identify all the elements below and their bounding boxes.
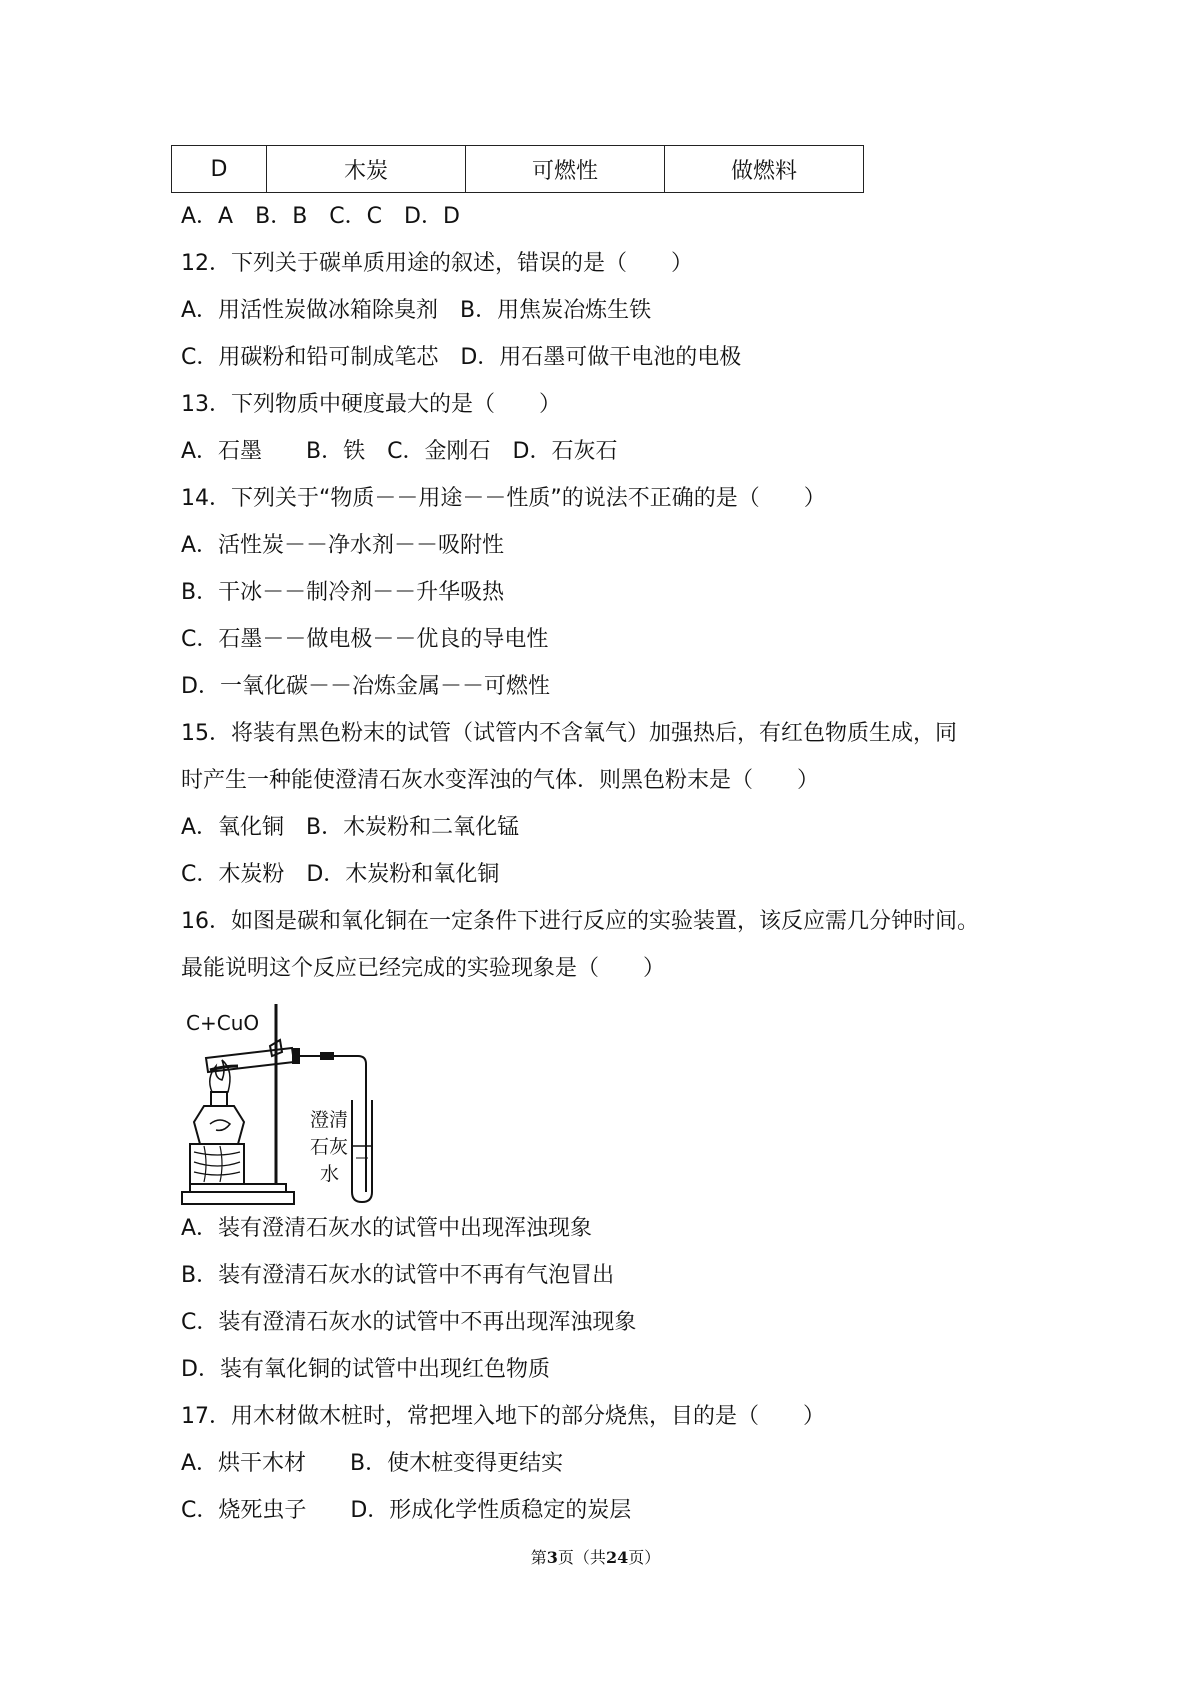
q17-options-ab: A．烘干木材 B．使木桩变得更结实 — [181, 1451, 564, 1476]
q12-options-ab: A．用活性炭做冰箱除臭剂 B．用焦炭冶炼生铁 — [181, 298, 652, 323]
question-15-line1: 15．将装有黑色粉末的试管（试管内不含氧气）加强热后，有红色物质生成，同 — [181, 721, 957, 746]
stopper — [292, 1048, 300, 1064]
apparatus-figure — [180, 996, 410, 1206]
stand-base-top — [190, 1184, 286, 1192]
table-cell: 做燃料 — [665, 146, 864, 193]
alcohol-lamp — [194, 1106, 244, 1144]
figure-label-limewater: 石灰 — [310, 1136, 349, 1158]
q13-options: A．石墨 B．铁 C．金刚石 D．石灰石 — [181, 439, 618, 464]
lamp-flame — [210, 1060, 230, 1092]
table-cell: D — [172, 146, 267, 193]
q16-option-d: D．装有氧化铜的试管中出现红色物质 — [181, 1357, 550, 1382]
question-17: 17．用木材做木桩时，常把埋入地下的部分烧焦，目的是（ ） — [181, 1404, 825, 1429]
page-footer — [0, 1545, 1191, 1568]
table-row — [172, 146, 864, 193]
table-cell: 木炭 — [267, 146, 466, 193]
q14-option-c: C．石墨－－做电极－－优良的导电性 — [181, 627, 549, 652]
answer-choices-q11: A．A B．B C．C D．D — [181, 204, 460, 229]
q16-option-c: C．装有澄清石灰水的试管中不再出现浑浊现象 — [181, 1310, 637, 1335]
footer-mid: 页（共 — [557, 1548, 606, 1567]
q17-options-cd: C．烧死虫子 D．形成化学性质稳定的炭层 — [181, 1498, 632, 1523]
q15-options-ab: A．氧化铜 B．木炭粉和二氧化锰 — [181, 815, 520, 840]
q15-options-cd: C．木炭粉 D．木炭粉和氧化铜 — [181, 862, 500, 887]
question-16-line1: 16．如图是碳和氧化铜在一定条件下进行反应的实验装置，该反应需几分钟时间。 — [181, 909, 979, 934]
figure-label-reactants: C+CuO — [186, 1011, 260, 1035]
q16-option-b: B．装有澄清石灰水的试管中不再有气泡冒出 — [181, 1263, 615, 1288]
q12-options-cd: C．用碳粉和铅可制成笔芯 D．用石墨可做干电池的电极 — [181, 345, 742, 370]
question-15-line2: 时产生一种能使澄清石灰水变浑浊的气体．则黑色粉末是（ ） — [181, 768, 820, 793]
footer-prefix: 第 — [530, 1548, 547, 1567]
question-14: 14．下列关于“物质－－用途－－性质”的说法不正确的是（ ） — [181, 486, 826, 511]
q16-option-a: A．装有澄清石灰水的试管中出现浑浊现象 — [181, 1216, 593, 1241]
q14-option-d: D．一氧化碳－－冶炼金属－－可燃性 — [181, 674, 550, 699]
table-cell: 可燃性 — [466, 146, 665, 193]
question-12: 12．下列关于碳单质用途的叙述，错误的是（ ） — [181, 251, 693, 276]
stand-base — [182, 1192, 294, 1204]
footer-page-number: 3 — [546, 1548, 558, 1567]
q14-option-b: B．干冰－－制冷剂－－升华吸热 — [181, 580, 505, 605]
test-tube-limewater — [352, 1100, 372, 1202]
footer-suffix: 页） — [628, 1548, 661, 1567]
question-16-line2: 最能说明这个反应已经完成的实验现象是（ ） — [181, 956, 666, 981]
q14-option-a: A．活性炭－－净水剂－－吸附性 — [181, 533, 505, 558]
wooden-block — [190, 1144, 244, 1184]
figure-label-limewater: 水 — [320, 1163, 340, 1185]
footer-total-pages: 24 — [605, 1548, 629, 1567]
figure-label-limewater: 澄清 — [310, 1109, 349, 1131]
question-13: 13．下列物质中硬度最大的是（ ） — [181, 392, 561, 417]
options-table — [171, 145, 864, 193]
